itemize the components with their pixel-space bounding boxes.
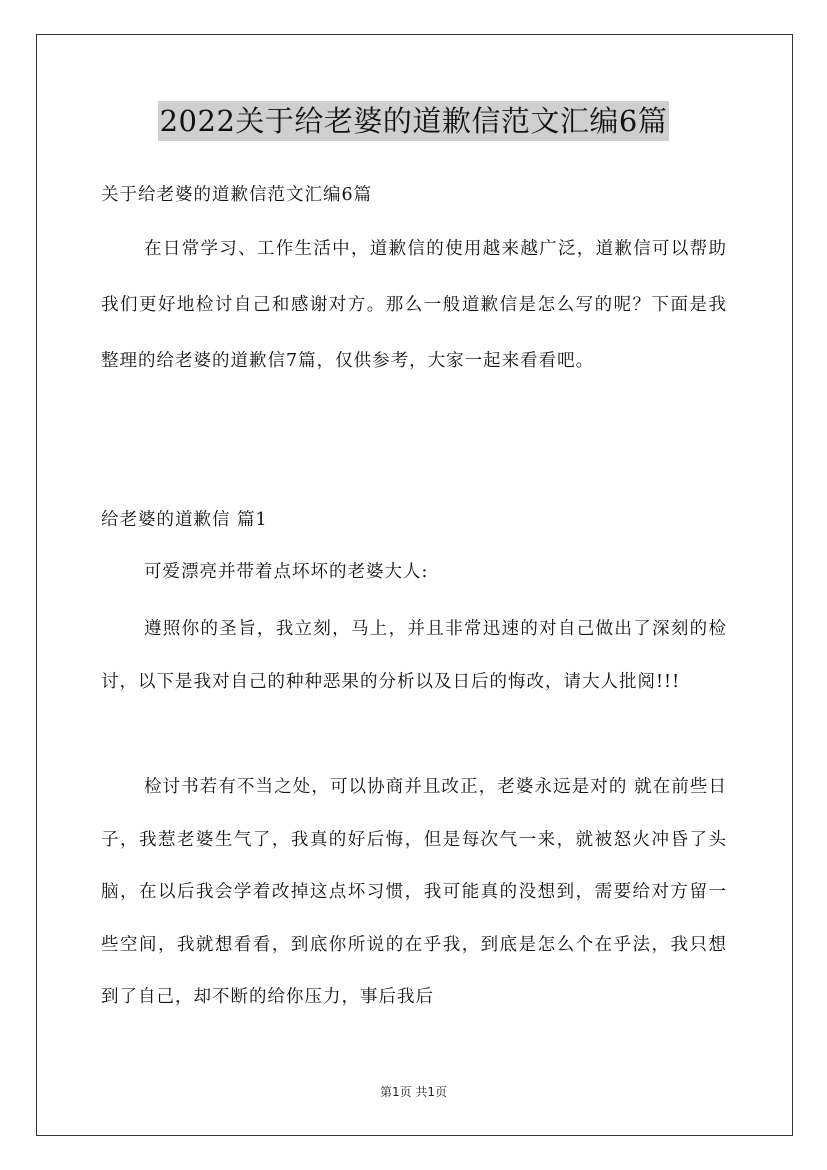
section-heading: 给老婆的道歉信 篇1 (101, 510, 268, 530)
paragraph-1: 遵照你的圣旨，我立刻，马上，并且非常迅速的对自己做出了深刻的检讨，以下是我对自己的种种恶果的分析以及日后的悔改，请大人批阅!!! (101, 619, 727, 692)
page-footer: 第1页 共1页 (379, 1085, 448, 1099)
document-title: 2022关于给老婆的道歉信范文汇编6篇 (158, 101, 670, 141)
title-container (0, 101, 827, 141)
salutation: 可爱漂亮并带着点坏坏的老婆大人: (144, 562, 429, 582)
intro-paragraph: 在日常学习、工作生活中，道歉信的使用越来越广泛，道歉信可以帮助我们更好地检讨自己和感谢对方。那么一般道歉信是怎么写的呢？下面是我整理的给老婆的道歉信7篇，仅供参考，大家一起来看看吧。 (101, 239, 727, 371)
paragraph-2: 检讨书若有不当之处，可以协商并且改正，老婆永远是对的 就在前些日子，我惹老婆生气了，我真的好后悔，但是每次气一来，就被怒火冲昏了头脑，在以后我会学着改掉这点坏习惯，我可能真的没想到，需要给对方留一些空间，我就想看看，到底你所说的在乎我，到底是怎么个在乎法，我只想到了自己，却不断的给你压力，事后我后 (101, 777, 727, 1007)
document-subtitle: 关于给老婆的道歉信范文汇编6篇 (101, 185, 373, 205)
